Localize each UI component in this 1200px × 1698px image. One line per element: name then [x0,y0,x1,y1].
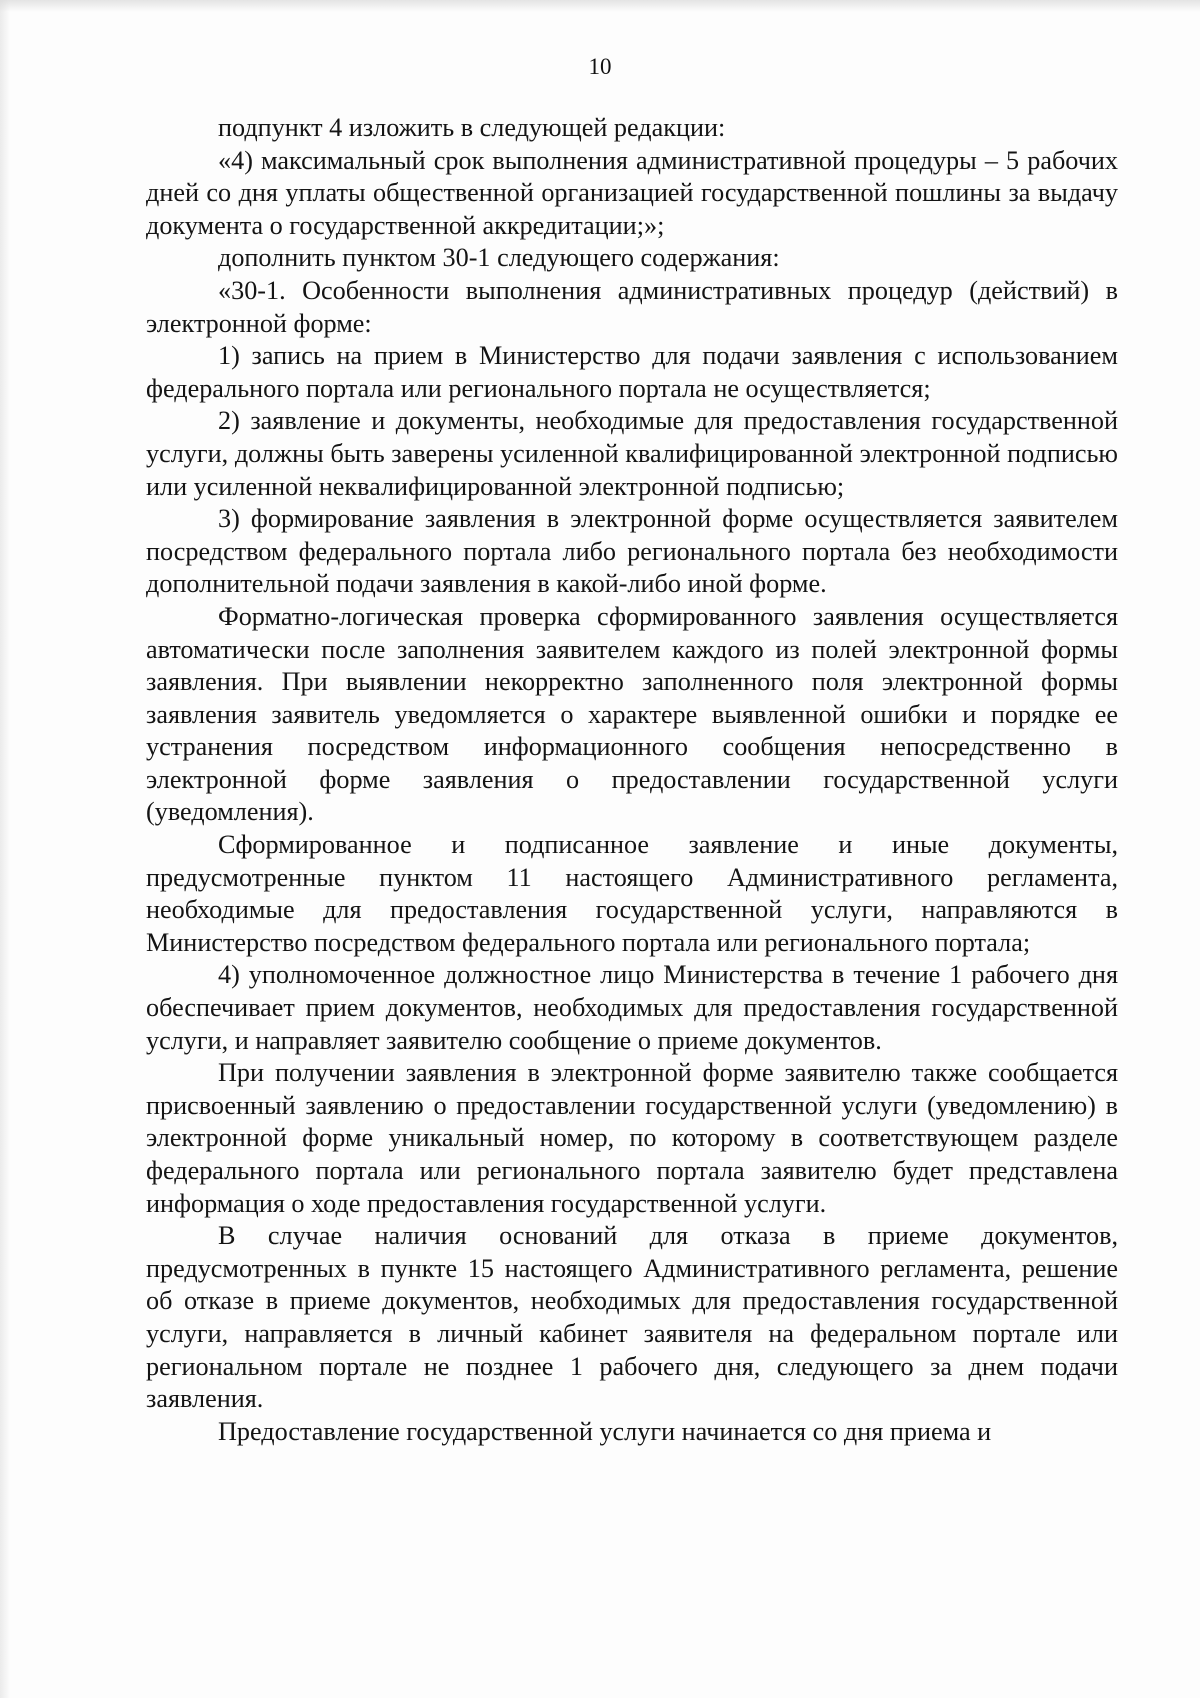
paragraph-item-1: 1) запись на прием в Министерство для подачи заявления с использованием федерального портала или регионального портала не осуществляется; [146,341,1118,403]
paragraph-signed-application: Сформированное и подписанное заявление и иные документы, предусмотренные пунктом 11 настоящего Административного регламента, необходимые для предоставления государственной услуги, направляются в Министерство посредством федерального портала или регионального портала; [146,830,1118,957]
paragraph-service-start: Предоставление государственной услуги начинается со дня приема и [218,1416,992,1446]
paragraph-clause-30-1-heading: «30-1. Особенности выполнения административных процедур (действий) в электронной форме: [146,275,1118,338]
paragraph-item-3: 3) формирование заявления в электронной форме осуществляется заявителем посредством федерального портала либо регионального портала без необходимости дополнительной подачи заявления в какой-либо иной форме. [146,504,1118,599]
paragraph-unique-number: При получении заявления в электронной форме заявителю также сообщается присвоенный заявлению о предоставлении государственной услуги (уведомлению) в электронной форме уникальный номер, по которому в соответствующем разделе федерального портала или регионального портала заявителю будет представлена информация о ходе предоставления государственной услуги. [146,1058,1118,1218]
paragraph-add-clause-30-1: дополнить пунктом 30-1 следующего содержания: [218,243,780,273]
paragraph-subclause-4-intro: подпункт 4 изложить в следующей редакции: [218,113,726,142]
paragraph-format-check: Форматно-логическая проверка сформированного заявления осуществляется автоматически после заполнения заявителем каждого из полей электронной формы заявления. При выявлении некорректно заполненного поля электронной формы заявления заявитель уведомляется о характере выявленной ошибки и порядке ее устранения посредством информационного сообщения непосредственно в электронной форме заявления о предоставлении государственной услуги (уведомления). [146,601,1118,827]
scan-shadow-left [0,0,10,1698]
scan-shadow-top [0,0,1200,12]
page-number: 10 [588,54,612,79]
paragraph-item-4: 4) уполномоченное должностное лицо Министерства в течение 1 рабочего дня обеспечивает прием документов, необходимых для предоставления государственной услуги, и направляет заявителю сообщение о приеме документов. [146,960,1118,1055]
paragraph-item-2: 2) заявление и документы, необходимые для предоставления государственной услуги, должны быть заверены усиленной квалифицированной электронной подписью или усиленной неквалифицированной электронной подписью; [146,406,1118,501]
paragraph-refusal-grounds: В случае наличия оснований для отказа в приеме документов, предусмотренных в пункте 15 настоящего Административного регламента, решение об отказе в приеме документов, необходимых для предоставления государственной услуги, направляется в личный кабинет заявителя на федеральном портале или региональном портале не позднее 1 рабочего дня, следующего за днем подачи заявления. [146,1221,1118,1414]
document-body [146,112,1118,1448]
paragraph-subclause-4-text: «4) максимальный срок выполнения административной процедуры – 5 рабочих дней со дня уплаты общественной организацией государственной пошлины за выдачу документа о государственной аккредитации;»; [146,145,1118,240]
